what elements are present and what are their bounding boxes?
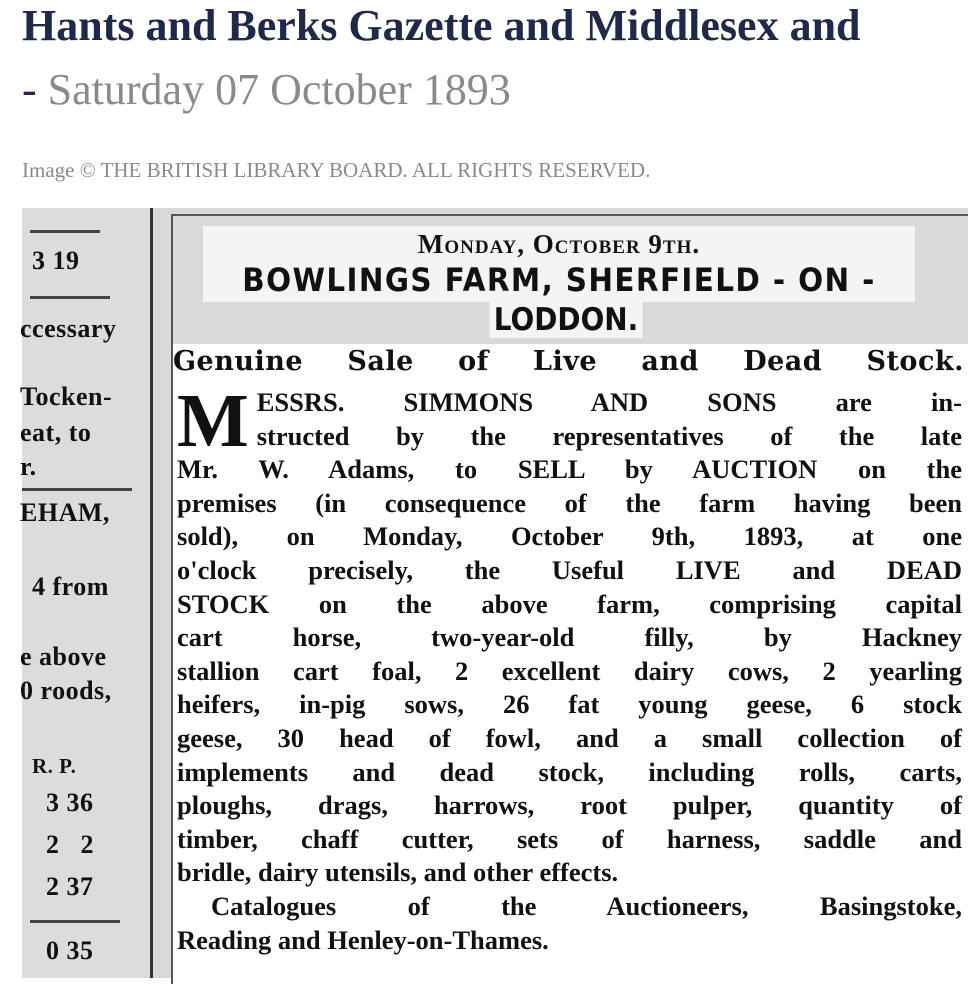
newspaper-scan-image	[22, 208, 968, 978]
text-line: geese, 30 head of fowl, and a small collection of	[177, 722, 962, 753]
left-fragment: 4 from	[32, 572, 109, 601]
text-line: Catalogues of the Auctioneers, Basingstoke,	[211, 890, 962, 921]
left-fragment: ccessary	[20, 314, 117, 343]
text-line: heifers, in-pig sows, 26 fat young geese, 6 stock	[177, 689, 962, 720]
text-line: sold), on Monday, October 9th, 1893, at one	[177, 521, 962, 552]
left-fragment: R. P.	[32, 754, 77, 778]
left-fragment: r.	[20, 452, 37, 481]
text-line: ESSRS. SIMMONS AND SONS are in-	[256, 387, 962, 417]
left-fragment: Tocken-	[20, 382, 113, 411]
left-fragment: 2 2	[46, 830, 94, 859]
text-line: timber, chaff cutter, sets of harness, saddle and	[177, 823, 962, 854]
left-fragment: e above	[20, 642, 107, 671]
notice-masthead	[203, 226, 915, 302]
left-fragment: 0 35	[46, 936, 94, 965]
text-line: stallion cart foal, 2 excellent dairy cows, 2 yearling	[177, 655, 962, 686]
notice-subheading: Genuine Sale of Live and Dead Stock.	[173, 346, 964, 377]
column-rule	[22, 488, 132, 491]
text-line: Reading and Henley-on-Thames.	[177, 924, 549, 955]
drop-cap: M	[177, 379, 249, 463]
frame-rule	[171, 214, 968, 216]
left-fragment: 3 36	[46, 788, 94, 817]
notice-day: Monday, October 9th.	[417, 229, 701, 259]
text-line: structed by the representatives of the late	[256, 420, 962, 451]
left-fragment: eat, to	[20, 418, 92, 447]
page-subtitle	[22, 64, 968, 116]
page-title: Hants and Berks Gazette and Middlesex and	[22, 1, 861, 50]
notice-text	[177, 379, 962, 957]
text-line: STOCK on the above farm, comprising capital	[177, 588, 962, 619]
text-line: implements and dead stock, including rolls, carts,	[177, 756, 962, 787]
page-header	[22, 0, 968, 116]
left-fragment: 3 19	[32, 246, 80, 275]
left-fragment: 2 37	[46, 872, 94, 901]
column-rule	[30, 230, 100, 233]
adjacent-column-fragment	[22, 208, 150, 978]
text-line: premises (in consequence of the farm having been	[177, 487, 962, 518]
column-rule	[30, 920, 120, 923]
publication-date: Saturday 07 October 1893	[47, 65, 511, 114]
text-line: bridle, dairy utensils, and other effects.	[177, 857, 619, 888]
notice-body	[173, 344, 968, 978]
notice-place-continued: LODDON.	[490, 302, 643, 338]
column-rule	[30, 296, 110, 299]
left-fragment: 0 roods,	[20, 676, 112, 705]
text-line: cart horse, two-year-old filly, by Hackney	[177, 622, 962, 653]
text-line: o'clock precisely, the Useful LIVE and DEAD	[177, 554, 962, 585]
auction-notice	[153, 208, 968, 978]
copyright-notice: Image © THE BRITISH LIBRARY BOARD. ALL RIGHTS RESERVED.	[22, 158, 651, 182]
notice-place: BOWLINGS FARM, SHERFIELD - ON -	[242, 261, 876, 299]
text-line: Mr. W. Adams, to SELL by AUCTION on the	[177, 454, 962, 485]
left-fragment: EHAM,	[20, 498, 110, 527]
text-line: ploughs, drags, harrows, root pulper, quantity of	[177, 790, 962, 821]
title-dash: -	[22, 65, 48, 114]
